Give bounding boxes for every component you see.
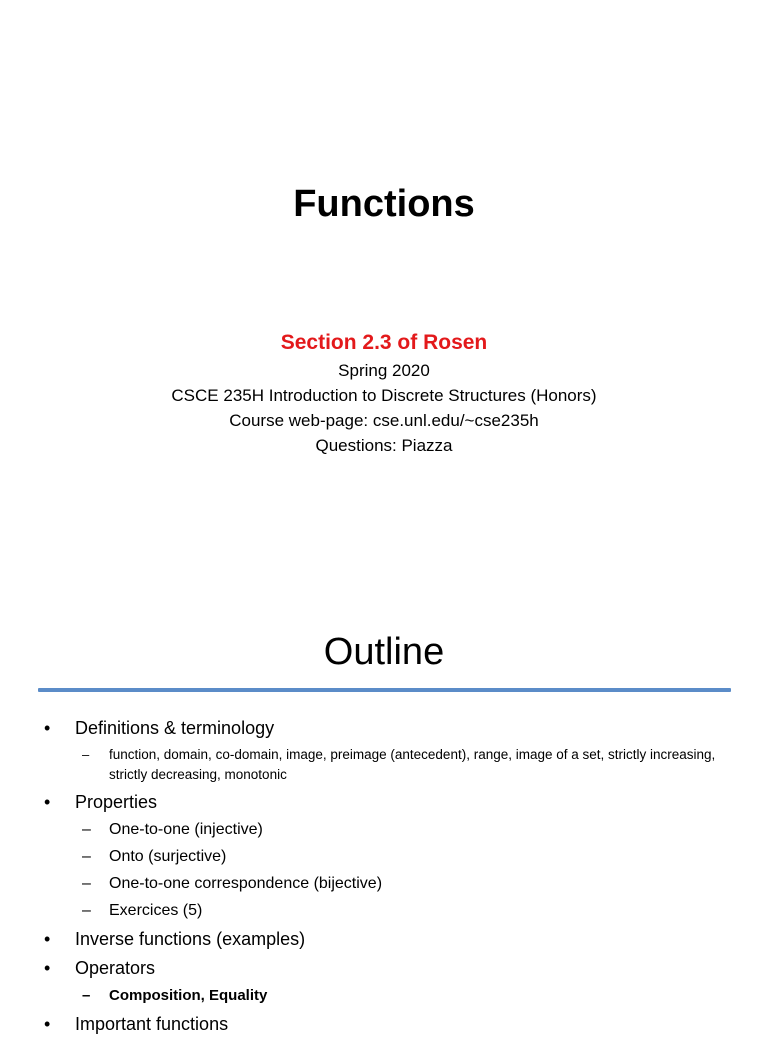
slide-title: Functions [293,183,475,225]
list-item-text: Inverse functions (examples) [75,929,306,949]
sub-list-item-text: One-to-one (injective) [109,821,263,838]
sub-list-item [44,873,744,895]
list-item [44,790,744,814]
dash-icon: – [82,987,91,1004]
list-item-text: Definitions & terminology [75,718,275,738]
sub-list-item-text: Composition, Equality [109,987,268,1004]
bullet-icon: • [44,958,51,978]
sub-list-item-text: One-to-one correspondence (bijective) [109,875,383,892]
bullet-icon: • [44,718,51,738]
sub-list-item [44,819,744,841]
bullet-icon: • [44,929,51,949]
course-webpage-line: Course web-page: cse.unl.edu/~cse235h [229,411,539,430]
title-divider [38,688,731,692]
list-item [44,956,744,980]
outline-title: Outline [323,631,445,673]
dash-icon: – [82,848,91,865]
outline-slide [0,576,768,1034]
section-reference: Section 2.3 of Rosen [280,331,488,354]
outline-list [44,716,744,1041]
sub-list-item [44,745,744,785]
list-item-text: Operators [75,958,156,978]
dash-icon: – [82,821,91,838]
list-item [44,927,744,951]
bullet-icon: • [44,792,51,812]
list-item-text: Properties [75,792,158,812]
questions-line: Questions: Piazza [315,436,453,455]
dash-icon: – [82,747,90,762]
sub-list-item [44,900,744,922]
semester-line: Spring 2020 [338,361,430,380]
sub-list-item [44,846,744,868]
sub-list-item-text: function, domain, co-domain, image, preimage (antecedent), range, image of a set, strictly increasing, strictly decreasing, monotonic [109,747,716,782]
list-item [44,1012,744,1036]
list-item-text: Important functions [75,1014,229,1034]
subtitle-block [0,328,768,458]
dash-icon: – [82,875,91,892]
bullet-icon: • [44,1014,51,1034]
course-name-line: CSCE 235H Introduction to Discrete Structures (Honors) [171,386,597,405]
list-item [44,716,744,740]
sub-list-item [44,985,744,1007]
sub-list-item-text: Onto (surjective) [109,848,227,865]
sub-list-item-text: Exercices (5) [109,902,203,919]
dash-icon: – [82,902,91,919]
